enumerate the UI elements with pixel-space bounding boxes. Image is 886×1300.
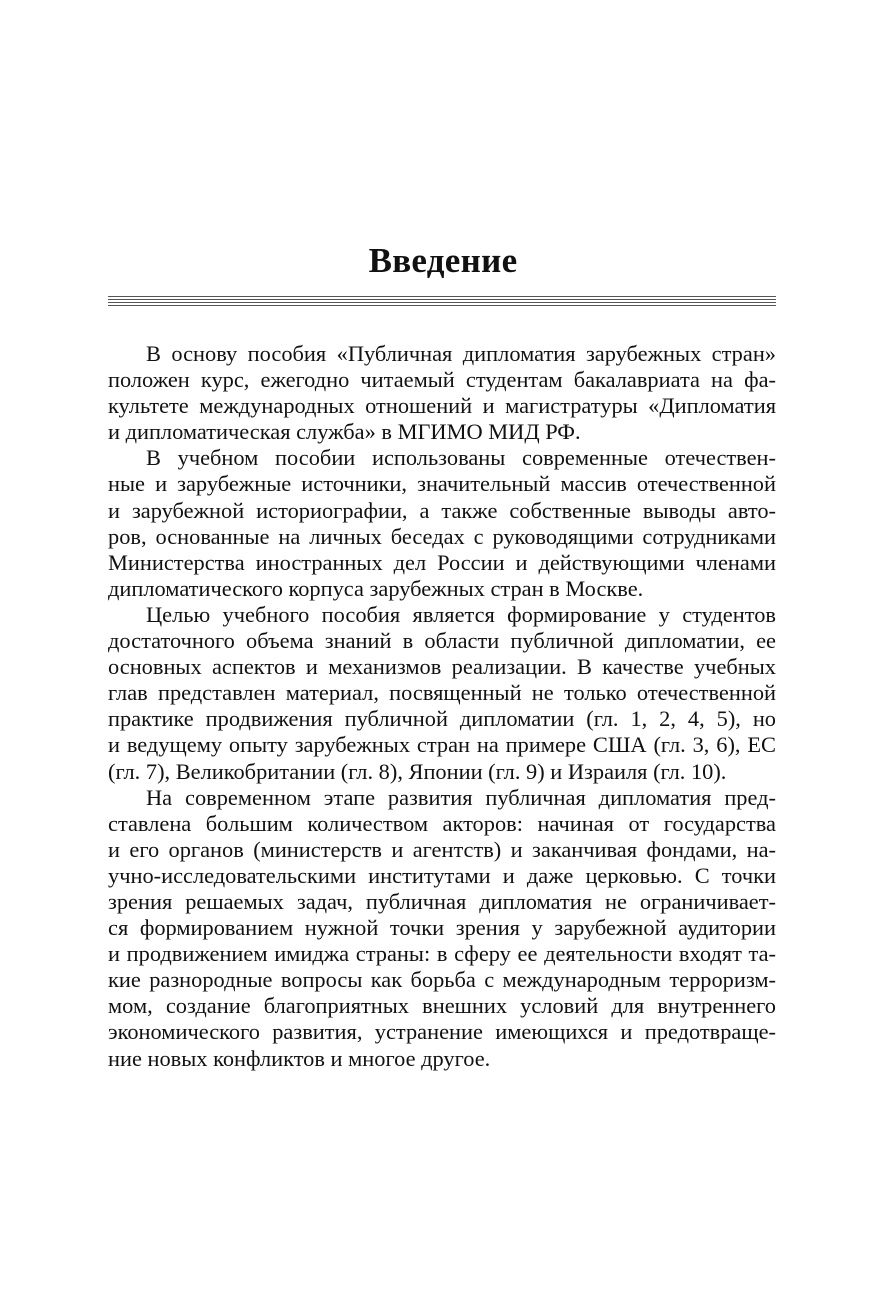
text-line: На современном этапе развития публичная дипломатия пред- [146,784,776,810]
text-line: В основу пособия «Публичная дипломатия зарубежных стран» [146,341,776,366]
text-line: глав представлен материал, посвященный не только отечественной [108,680,776,706]
page-title: Введение [368,241,518,280]
text-line: ся формированием нужной точки зрения у зарубежной аудитории [108,915,776,941]
paragraph [108,785,776,1072]
text-line: и продвижением имиджа страны: в сферу ее деятельности входят та- [108,941,776,967]
text-line: Целью учебного пособия является формирование у студентов [146,601,776,627]
title-divider [108,296,776,306]
text-line: В учебном пособии использованы современные отечествен- [146,445,776,471]
divider-line [108,299,776,300]
text-line: и зарубежной историографии, а также собственные выводы авто- [108,497,776,523]
body-text [108,341,776,1072]
divider-line [108,305,776,306]
text-line: культете международных отношений и магистратуры «Дипломатия [108,393,776,419]
text-line: (гл. 7), Великобритании (гл. 8), Японии (гл. 9) и Израиля (гл. 10). [108,758,727,784]
paragraph [108,341,776,445]
text-line: практике продвижения публичной дипломатии (гл. 1, 2, 4, 5), но [108,706,776,732]
text-line: положен курс, ежегодно читаемый студентам бакалавриата на фа- [108,367,776,393]
divider-line [108,296,776,297]
text-line: и дипломатическая служба» в МГИМО МИД РФ. [108,419,581,445]
text-line: экономического развития, устранение имеющихся и предотвраще- [108,1019,776,1045]
text-line: кие разнородные вопросы как борьба с международным терроризм- [108,967,776,993]
text-line: и ведущему опыту зарубежных стран на примере США (гл. 3, 6), ЕС [108,732,776,758]
text-line: мом, создание благоприятных внешних условий для внутреннего [108,993,776,1019]
text-line: достаточного объема знаний в области публичной дипломатии, ее [108,628,776,654]
text-line: зрения решаемых задач, публичная дипломатия не ограничивает- [108,888,776,914]
text-line: ние новых конфликтов и многое другое. [108,1045,491,1071]
text-line: и его органов (министерств и агентств) и заканчивая фондами, на- [108,836,776,862]
paragraph [108,445,776,602]
text-line: учно-исследовательскими институтами и даже церковью. С точки [108,862,776,888]
text-line: основных аспектов и механизмов реализации. В качестве учебных [108,654,776,680]
text-line: дипломатического корпуса зарубежных стран в Москве. [108,575,644,601]
divider-line [108,302,776,303]
text-line: ров, основанные на личных беседах с руководящими сотрудниками [108,523,776,549]
text-line: Министерства иностранных дел России и действующими членами [108,549,776,575]
text-line: ставлена большим количеством акторов: начиная от государства [108,810,776,836]
paragraph [108,602,776,785]
text-line: ные и зарубежные источники, значительный массив отечественной [108,471,776,497]
